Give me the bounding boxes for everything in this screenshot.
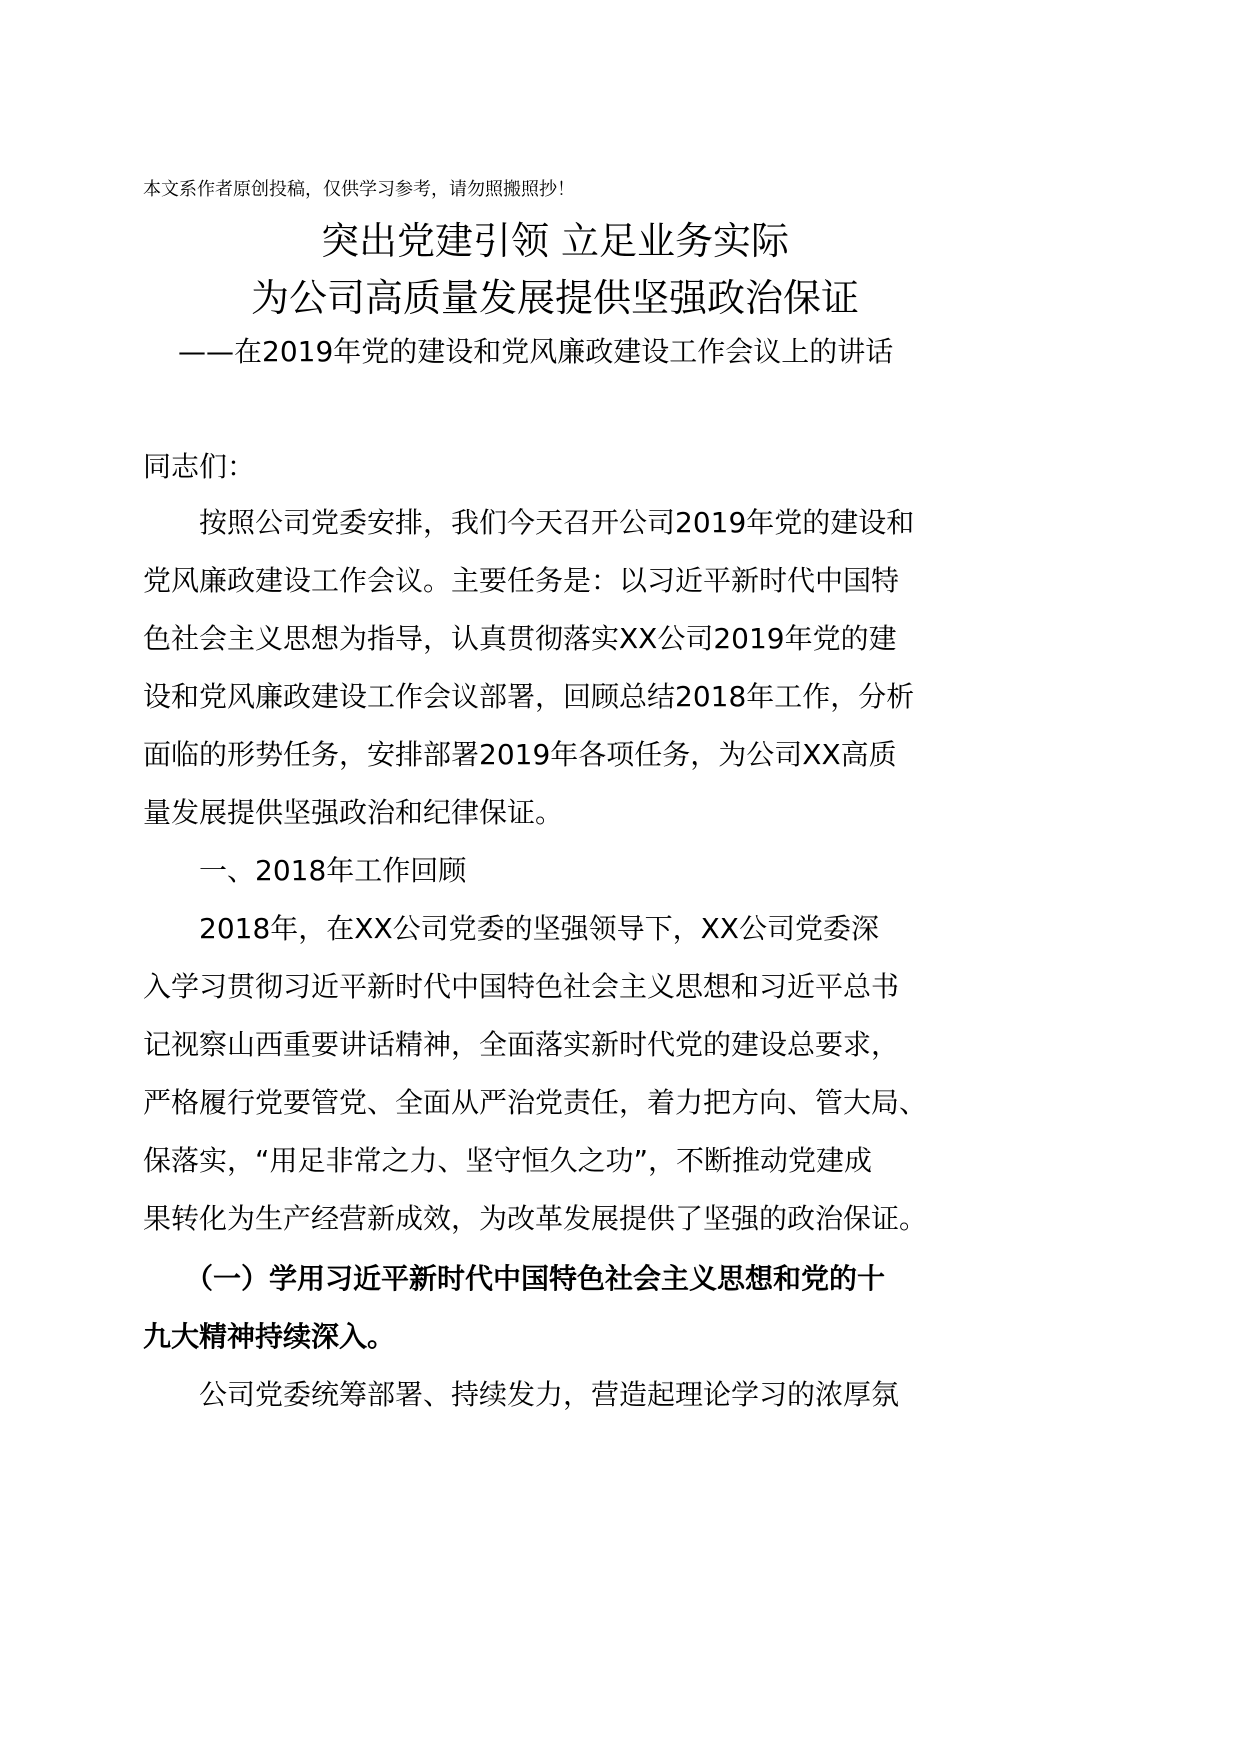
body-line: 设和党风廉政建设工作会议部署，回顾总结2018年工作，分析 [143, 680, 915, 713]
body-line: 量发展提供坚强政治和纪律保证。 [143, 796, 564, 829]
salutation: 同志们： [143, 450, 256, 483]
subtitle: ——在2019年党的建设和党风廉政建设工作会议上的讲话 [178, 335, 894, 368]
subsection-heading: （一）学用习近平新时代中国特色社会主义思想和党的十 [143, 1262, 886, 1295]
body-line: 记视察山西重要讲话精神，全面落实新时代党的建设总要求， [143, 1028, 900, 1061]
body-line: 保落实，“用足非常之力、坚守恒久之功”，不断推动党建成 [143, 1144, 873, 1177]
body-line: 按照公司党委安排，我们今天召开公司2019年党的建设和 [143, 506, 915, 539]
subsection-heading: 九大精神持续深入。 [143, 1320, 396, 1353]
body-line: 2018年，在XX公司党委的坚强领导下，XX公司党委深 [143, 912, 879, 945]
body-line: 入学习贯彻习近平新时代中国特色社会主义思想和习近平总书 [143, 970, 900, 1003]
body-line: 公司党委统筹部署、持续发力，营造起理论学习的浓厚氛 [143, 1378, 900, 1411]
section-heading: 一、2018年工作回顾 [143, 854, 467, 887]
body-line: 严格履行党要管党、全面从严治党责任，着力把方向、管大局、 [143, 1086, 928, 1119]
body-line: 果转化为生产经营新成效，为改革发展提供了坚强的政治保证。 [143, 1202, 928, 1235]
body-line: 党风廉政建设工作会议。主要任务是：以习近平新时代中国特 [143, 564, 900, 597]
body-line: 色社会主义思想为指导，认真贯彻落实XX公司2019年党的建 [143, 622, 897, 655]
title-line-1: 突出党建引领 立足业务实际 [320, 219, 790, 263]
title-line-2: 为公司高质量发展提供坚强政治保证 [250, 276, 859, 320]
copyright-note: 本文系作者原创投稿，仅供学习参考，请勿照搬照抄！ [143, 179, 575, 200]
body-line: 面临的形势任务，安排部署2019年各项任务，为公司XX高质 [143, 738, 897, 771]
